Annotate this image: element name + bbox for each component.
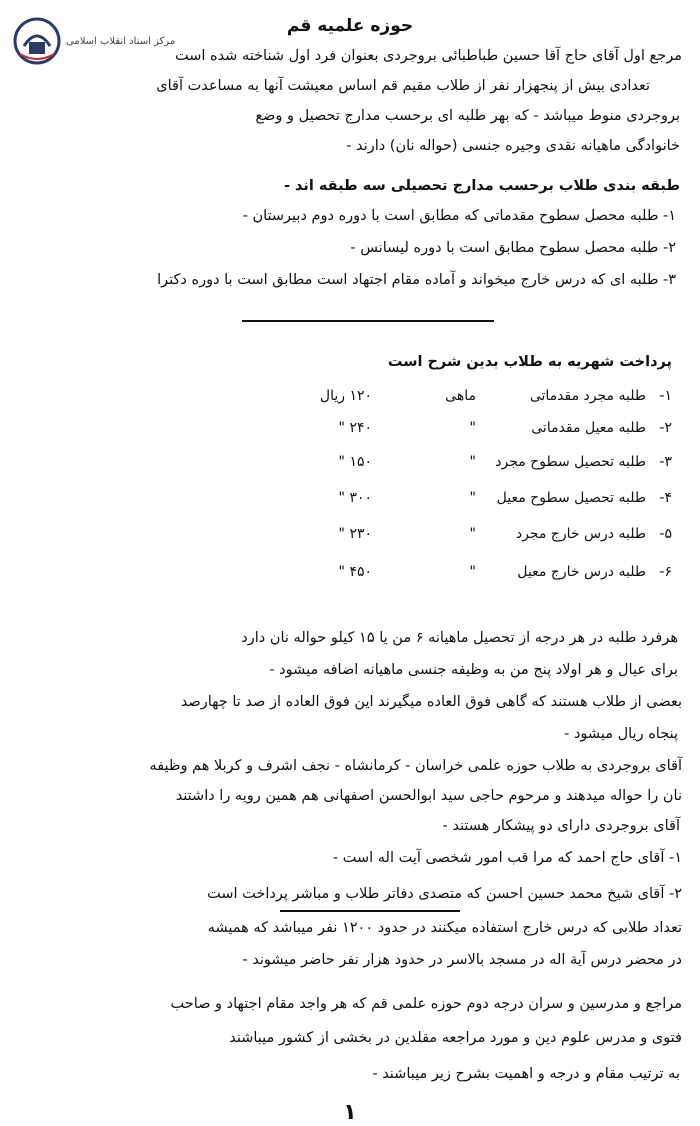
body-line: آقای بروجردی دارای دو پیشکار هستند - bbox=[442, 818, 680, 834]
payment-row bbox=[202, 420, 672, 446]
payment-row-category: طلبه معیل مقدماتی bbox=[531, 420, 646, 436]
payment-row-amount: ۳۰۰ " bbox=[338, 490, 372, 506]
body-line: آقای بروجردی به طلاب حوزه علمی خراسان - کرمانشاه - نجف اشرف و کربلا هم وظیفه bbox=[149, 758, 682, 774]
body-line: بعضی از طلاب هستند که گاهی فوق العاده میگیرند این فوق العاده از صد تا چهارصد bbox=[180, 694, 682, 710]
payment-row-amount: ۱۵۰ " bbox=[338, 454, 372, 470]
body-line: فتوی و مدرس علوم دین و مورد مراجعه مقلدین در بخشی از کشور میباشند bbox=[229, 1030, 682, 1046]
body-line: به ترتیب مقام و درجه و اهمیت بشرح زیر میباشند - bbox=[372, 1066, 680, 1082]
payment-row-number: ۲- bbox=[659, 420, 672, 436]
body-line: برای عیال و هر اولاد پنج من به وظیفه جنسی ماهیانه اضافه میشود - bbox=[269, 662, 678, 678]
payment-row bbox=[202, 564, 672, 590]
body-line: هرفرد طلبه در هر درجه از تحصیل ماهیانه ۶ من یا ۱۵ کیلو حواله نان دارد bbox=[241, 630, 678, 646]
payments-heading: پرداخت شهریه به طلاب بدین شرح است bbox=[387, 354, 672, 370]
intro-line: مرجع اول آقای حاج آقا حسین طباطبائی بروجردی بعنوان فرد اول شناخته شده است bbox=[174, 48, 682, 64]
payment-row-category: طلبه تحصیل سطوح مجرد bbox=[495, 454, 646, 470]
payment-row-number: ۵- bbox=[659, 526, 672, 542]
payment-row bbox=[202, 526, 672, 552]
payment-row-period: " bbox=[469, 454, 476, 470]
archive-logo-text: مرکز اسناد انقلاب اسلامی bbox=[66, 35, 176, 47]
payment-row-category: طلبه مجرد مقدماتی bbox=[529, 388, 646, 404]
payment-row bbox=[202, 388, 672, 414]
payment-row-amount: ۱۲۰ ریال bbox=[319, 388, 372, 404]
payment-row-amount: ۲۳۰ " bbox=[338, 526, 372, 542]
intro-line: تعدادی بیش از پنجهزار نفر از طلاب مقیم قم اساس معیشت آنها به مساعدت آقای bbox=[156, 78, 650, 94]
body-line: پنجاه ریال میشود - bbox=[564, 726, 678, 742]
body-line: ۲- آقای شیخ محمد حسین احسن که متصدی دفاتر طلاب و مباشر پرداخت است bbox=[207, 886, 682, 902]
payment-row-period: " bbox=[469, 420, 476, 436]
payment-row-category: طلبه درس خارج مجرد bbox=[515, 526, 646, 542]
payment-row-amount: ۲۴۰ " bbox=[338, 420, 372, 436]
payment-row-number: ۳- bbox=[659, 454, 672, 470]
handwritten-underline bbox=[280, 910, 460, 912]
classification-heading: طبقه بندی طلاب برحسب مدارج تحصیلی سه طبقه اند - bbox=[283, 178, 680, 194]
payment-row-number: ۱- bbox=[659, 388, 672, 404]
payment-row-category: طلبه درس خارج معیل bbox=[517, 564, 646, 580]
page-number: ۱ bbox=[343, 1100, 357, 1125]
payment-row-period: " bbox=[469, 490, 476, 506]
body-line: ۱- آقای حاج احمد که مرا قب امور شخصی آیت اله است - bbox=[332, 850, 682, 866]
payment-row-amount: ۴۵۰ " bbox=[338, 564, 372, 580]
intro-line: بروجردی منوط میباشد - که بهر طلبه ای برحسب مدارج تحصیل و وضع bbox=[255, 108, 680, 124]
payment-row-period: " bbox=[469, 564, 476, 580]
body-line: در محضر درس آیة اله در مسجد بالاسر در حدود هزار نفر حاضر میشوند - bbox=[242, 952, 682, 968]
document-title: حوزه علمیه قم bbox=[286, 16, 414, 36]
payment-row-category: طلبه تحصیل سطوح معیل bbox=[496, 490, 646, 506]
payment-row-period: ماهی bbox=[445, 388, 476, 404]
payment-row bbox=[202, 490, 672, 516]
payment-row-number: ۶- bbox=[659, 564, 672, 580]
classification-item: ۲- طلبه محصل سطوح مطابق است با دوره لیسانس - bbox=[350, 240, 676, 256]
body-line: تعداد طلابی که درس خارج استفاده میکنند در حدود ۱۲۰۰ نفر میباشد که همیشه bbox=[207, 920, 682, 936]
payment-row-number: ۴- bbox=[659, 490, 672, 506]
payment-row-period: " bbox=[469, 526, 476, 542]
payment-row bbox=[202, 454, 672, 480]
classification-item: ۱- طلبه محصل سطوح مقدماتی که مطابق است با دوره دوم دبیرستان - bbox=[242, 208, 676, 224]
classification-item: ۳- طلبه ای که درس خارج میخواند و آماده مقام اجتهاد است مطابق است با دوره دکترا bbox=[157, 272, 676, 288]
body-line: مراجع و مدرسین و سران درجه دوم حوزه علمی قم که هر واجد مقام اجتهاد و صاحب bbox=[170, 996, 682, 1012]
intro-line: خانوادگی ماهیانه نقدی وجیره جنسی (حواله نان) دارند - bbox=[346, 138, 680, 154]
body-line: نان را حواله میدهند و مرحوم حاجی سید ابوالحسن اصفهانی هم همین رویه را داشتند bbox=[175, 788, 682, 804]
section-divider bbox=[242, 320, 494, 322]
